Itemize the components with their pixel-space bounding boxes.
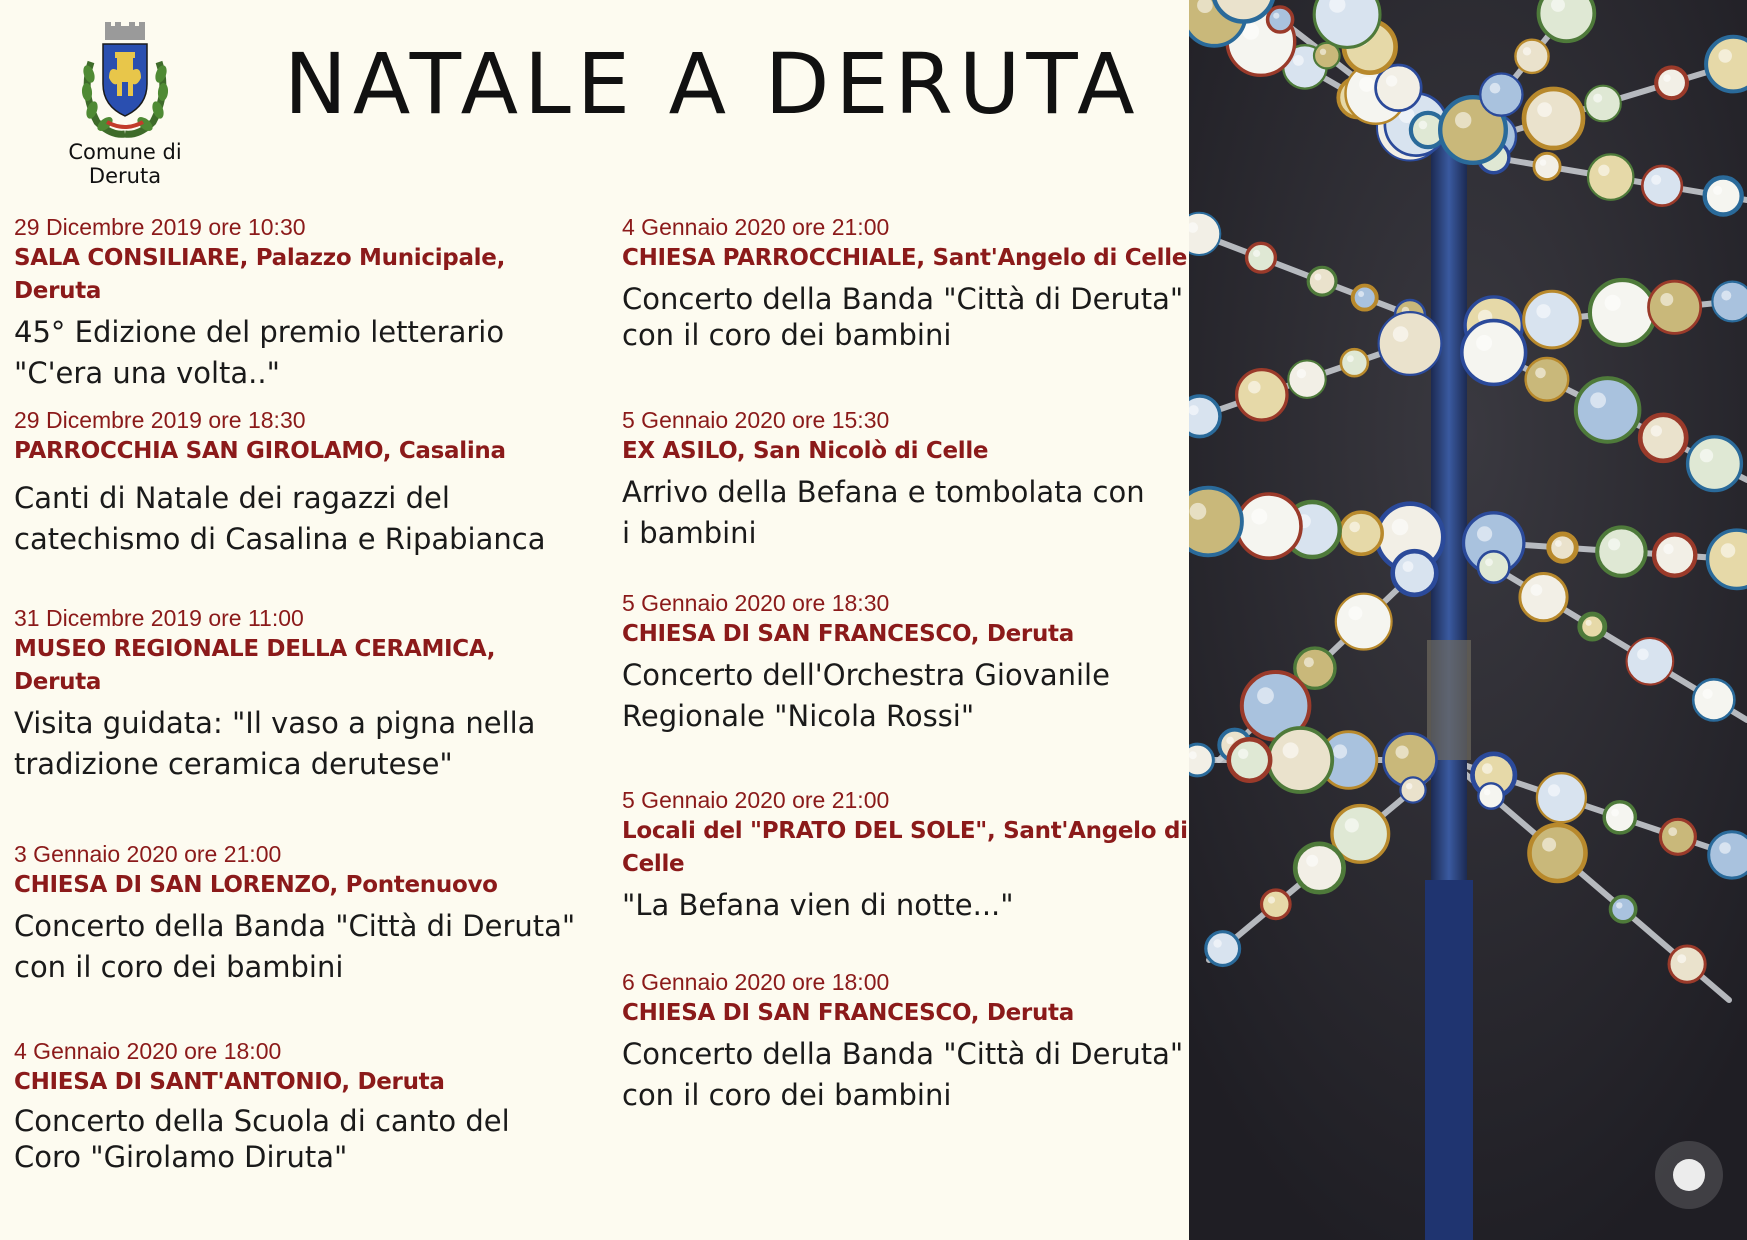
bauble-highlight bbox=[1651, 175, 1661, 185]
event-item bbox=[622, 405, 1197, 554]
bauble-highlight bbox=[1396, 746, 1409, 759]
bauble-highlight bbox=[1359, 77, 1374, 92]
bauble-highlight bbox=[1349, 522, 1360, 533]
event-description bbox=[14, 906, 589, 988]
event-place: CHIESA DI SANT'ANTONIO, Deruta bbox=[14, 1069, 445, 1095]
bauble-highlight bbox=[1393, 326, 1409, 342]
bauble-highlight bbox=[1713, 186, 1722, 195]
event-description bbox=[622, 472, 1197, 554]
event-description-line: con il coro dei bambini bbox=[622, 1078, 952, 1112]
event-item bbox=[14, 1036, 589, 1175]
event-description-line: Concerto dell'Orchestra Giovanile bbox=[622, 658, 1110, 692]
ceramic-bauble bbox=[1539, 0, 1595, 41]
bauble-highlight bbox=[1251, 509, 1267, 525]
bauble-highlight bbox=[1616, 902, 1622, 908]
ceramic-bauble bbox=[1308, 267, 1336, 295]
comune-label: Comune di Deruta bbox=[68, 140, 182, 188]
bauble-highlight bbox=[1608, 538, 1620, 550]
ceramic-bauble bbox=[1585, 86, 1621, 122]
bauble-highlight bbox=[1586, 620, 1592, 626]
ceramic-bauble bbox=[1590, 280, 1655, 345]
event-description-line: 45° Edizione del premio letterario bbox=[14, 315, 505, 349]
event-description bbox=[14, 312, 589, 394]
bauble-highlight bbox=[1386, 75, 1397, 86]
event-description-line: con il coro dei bambini bbox=[14, 950, 344, 984]
event-description-line: Canti di Natale dei ragazzi del bbox=[14, 481, 450, 515]
ceramic-bauble bbox=[1189, 488, 1242, 556]
bauble-highlight bbox=[1718, 49, 1732, 63]
ceramic-bauble bbox=[1400, 777, 1425, 802]
bauble-highlight bbox=[1248, 381, 1261, 394]
event-description-line: tradizione ceramica derutese" bbox=[14, 747, 453, 781]
bauble-highlight bbox=[1542, 838, 1556, 852]
event-place: CHIESA PARROCCHIALE, Sant'Angelo di Celle bbox=[622, 245, 1188, 271]
event-place-continued: Deruta bbox=[14, 669, 102, 695]
event-date: 5 Gennaio 2020 ore 15:30 bbox=[622, 407, 890, 433]
event-description-line: Regionale "Nicola Rossi" bbox=[622, 699, 975, 733]
event-description bbox=[622, 655, 1197, 737]
ceramic-bauble bbox=[1580, 614, 1605, 639]
bauble-highlight bbox=[1663, 74, 1671, 82]
event-place: CHIESA DI SAN FRANCESCO, Deruta bbox=[622, 1000, 1074, 1026]
bauble-highlight bbox=[1238, 749, 1248, 759]
ceramic-bauble bbox=[1229, 739, 1270, 780]
event-place: PARROCCHIA SAN GIROLAMO, Casalina bbox=[14, 438, 506, 464]
bauble-highlight bbox=[1213, 939, 1221, 947]
ceramic-bauble bbox=[1611, 897, 1636, 922]
ceramic-bauble bbox=[1237, 370, 1287, 420]
bauble-highlight bbox=[1611, 809, 1619, 817]
bauble-highlight bbox=[1535, 368, 1546, 379]
event-description-line: i bambini bbox=[622, 516, 757, 550]
bauble-highlight bbox=[1283, 742, 1299, 758]
event-place: CHIESA DI SAN FRANCESCO, Deruta bbox=[622, 621, 1074, 647]
event-description-line: Arrivo della Befana e tombolata con bbox=[622, 475, 1145, 509]
ceramic-bauble bbox=[1268, 7, 1293, 32]
event-date: 31 Dicembre 2019 ore 11:00 bbox=[14, 605, 304, 631]
ceramic-bauble bbox=[1709, 832, 1747, 878]
event-item bbox=[14, 405, 589, 560]
ceramic-bauble bbox=[1534, 153, 1560, 179]
ceramic-bauble bbox=[1462, 321, 1526, 385]
event-date: 29 Dicembre 2019 ore 18:30 bbox=[14, 407, 306, 433]
bauble-highlight bbox=[1721, 291, 1731, 301]
ceramic-tree-illustration bbox=[1189, 0, 1747, 1240]
event-description-line: Visita guidata: "Il vaso a pigna nella bbox=[14, 706, 536, 740]
tree-pole-base bbox=[1425, 880, 1473, 1240]
ceramic-bauble bbox=[1537, 773, 1586, 822]
bauble-highlight bbox=[1537, 102, 1552, 117]
event-item bbox=[622, 967, 1197, 1116]
ceramic-bauble bbox=[1478, 551, 1509, 582]
ceramic-bauble bbox=[1393, 551, 1437, 595]
bauble-highlight bbox=[1536, 304, 1550, 318]
event-place: MUSEO REGIONALE DELLA CERAMICA, bbox=[14, 636, 496, 662]
bauble-highlight bbox=[1555, 540, 1562, 547]
ceramic-bauble bbox=[1604, 802, 1635, 833]
bauble-highlight bbox=[1531, 584, 1543, 596]
ceramic-bauble bbox=[1189, 396, 1220, 437]
ceramic-bauble bbox=[1379, 312, 1442, 375]
event-item bbox=[14, 603, 589, 785]
ceramic-bauble bbox=[1515, 40, 1548, 73]
event-item bbox=[14, 212, 589, 394]
event-item bbox=[14, 839, 589, 988]
ceramic-bauble bbox=[1341, 349, 1368, 376]
ceramic-bauble bbox=[1206, 932, 1240, 966]
event-item bbox=[622, 588, 1197, 737]
bauble-highlight bbox=[1719, 842, 1731, 854]
event-description-line: Concerto della Banda "Città di Deruta" bbox=[622, 1037, 1184, 1071]
ceramic-bauble bbox=[1353, 286, 1377, 310]
event-date: 29 Dicembre 2019 ore 10:30 bbox=[14, 214, 306, 240]
bauble-highlight bbox=[1419, 121, 1428, 130]
ceramic-bauble bbox=[1480, 74, 1522, 116]
municipal-crest-icon bbox=[77, 22, 173, 140]
bauble-highlight bbox=[1314, 274, 1321, 281]
bauble-highlight bbox=[1523, 47, 1531, 55]
bauble-highlight bbox=[1345, 818, 1359, 832]
event-description-line: con il coro dei bambini bbox=[622, 318, 952, 352]
event-description bbox=[622, 281, 1197, 353]
page-title: NATALE A DERUTA bbox=[284, 35, 1141, 133]
event-description bbox=[622, 885, 1197, 926]
ceramic-bauble bbox=[1524, 291, 1581, 348]
bauble-highlight bbox=[1540, 159, 1547, 166]
event-item bbox=[622, 785, 1197, 926]
ceramic-bauble bbox=[1336, 594, 1392, 650]
bauble-highlight bbox=[1668, 827, 1677, 836]
bauble-highlight bbox=[1660, 293, 1673, 306]
bauble-highlight bbox=[1593, 94, 1602, 103]
ceramic-christmas-tree-photo bbox=[1189, 0, 1747, 1240]
event-place: EX ASILO, San Nicolò di Celle bbox=[622, 438, 989, 464]
bauble-highlight bbox=[1190, 503, 1207, 520]
ceramic-bauble bbox=[1268, 728, 1332, 792]
bauble-highlight bbox=[1189, 751, 1197, 759]
ceramic-bauble bbox=[1526, 358, 1569, 401]
bauble-highlight bbox=[1590, 392, 1606, 408]
ceramic-bauble bbox=[1262, 890, 1291, 919]
ceramic-bauble bbox=[1295, 844, 1343, 892]
ceramic-bauble bbox=[1642, 166, 1682, 206]
ceramic-bauble bbox=[1549, 534, 1576, 561]
bauble-highlight bbox=[1605, 295, 1621, 311]
ceramic-bauble bbox=[1627, 638, 1674, 685]
event-date: 5 Gennaio 2020 ore 21:00 bbox=[622, 787, 890, 813]
ceramic-bauble bbox=[1688, 437, 1742, 491]
event-description-line: Concerto della Banda "Città di Deruta" bbox=[622, 282, 1184, 316]
event-description bbox=[14, 703, 589, 785]
bauble-highlight bbox=[1598, 165, 1609, 176]
bauble-highlight bbox=[1403, 561, 1414, 572]
event-description-line: "C'era una volta.." bbox=[14, 356, 280, 390]
event-date: 6 Gennaio 2020 ore 18:00 bbox=[622, 969, 890, 995]
street-lamp-glow bbox=[1655, 1141, 1723, 1209]
bauble-highlight bbox=[1677, 954, 1686, 963]
ceramic-bauble bbox=[1660, 819, 1695, 854]
ceramic-bauble bbox=[1693, 679, 1734, 720]
ceramic-bauble bbox=[1524, 89, 1583, 148]
ceramic-bauble bbox=[1654, 535, 1695, 576]
bauble-highlight bbox=[1348, 606, 1362, 620]
event-description-line: Concerto della Banda "Città di Deruta" bbox=[14, 909, 576, 943]
event-description-line: catechismo di Casalina e Ripabianca bbox=[14, 522, 546, 556]
ceramic-bauble bbox=[1712, 282, 1747, 322]
bauble-highlight bbox=[1663, 544, 1673, 554]
ceramic-bauble bbox=[1597, 527, 1645, 575]
bauble-highlight bbox=[1482, 763, 1493, 774]
bauble-highlight bbox=[1455, 112, 1471, 128]
event-place: SALA CONSILIARE, Palazzo Municipale, Deruta bbox=[14, 245, 506, 304]
ceramic-bauble bbox=[1649, 281, 1701, 333]
event-place: CHIESA DI SAN LORENZO, Pontenuovo bbox=[14, 872, 498, 898]
event-description bbox=[14, 1103, 589, 1175]
bauble-highlight bbox=[1703, 689, 1713, 699]
bauble-highlight bbox=[1273, 13, 1279, 19]
bauble-highlight bbox=[1651, 425, 1662, 436]
comune-logo bbox=[30, 22, 220, 188]
event-description-line: "La Befana vien di notte..." bbox=[622, 888, 1014, 922]
bauble-highlight bbox=[1257, 687, 1274, 704]
bauble-highlight bbox=[1304, 657, 1314, 667]
bauble-highlight bbox=[1392, 519, 1409, 536]
ceramic-bauble bbox=[1340, 512, 1382, 554]
bauble-highlight bbox=[1637, 649, 1649, 661]
ceramic-bauble bbox=[1705, 178, 1742, 215]
bauble-highlight bbox=[1484, 789, 1490, 795]
ceramic-bauble bbox=[1237, 494, 1301, 558]
bauble-highlight bbox=[1548, 784, 1560, 796]
ceramic-bauble bbox=[1640, 415, 1686, 461]
event-place: Locali del "PRATO DEL SOLE", Sant'Angelo di bbox=[622, 818, 1188, 844]
event-description-line: Concerto della Scuola di canto del bbox=[14, 1104, 510, 1138]
ceramic-bauble bbox=[1189, 744, 1213, 776]
event-date: 3 Gennaio 2020 ore 21:00 bbox=[14, 841, 282, 867]
event-item bbox=[622, 212, 1197, 353]
ceramic-bauble bbox=[1288, 361, 1325, 398]
bauble-highlight bbox=[1347, 355, 1354, 362]
ceramic-bauble bbox=[1189, 213, 1220, 255]
ceramic-bauble bbox=[1478, 783, 1503, 808]
bauble-highlight bbox=[1485, 558, 1493, 566]
bauble-highlight bbox=[1490, 83, 1501, 94]
bauble-highlight bbox=[1293, 55, 1304, 66]
bauble-highlight bbox=[1476, 335, 1492, 351]
bauble-highlight bbox=[1226, 737, 1234, 745]
ceramic-bauble bbox=[1656, 67, 1687, 98]
ceramic-bauble bbox=[1706, 37, 1747, 92]
tree-pole-band bbox=[1427, 640, 1471, 760]
event-description bbox=[14, 478, 589, 560]
bauble-highlight bbox=[1358, 291, 1364, 297]
ceramic-bauble bbox=[1530, 825, 1586, 881]
event-date: 5 Gennaio 2020 ore 18:30 bbox=[622, 590, 890, 616]
event-description-line: Coro "Girolamo Diruta" bbox=[14, 1140, 348, 1174]
ceramic-bauble bbox=[1588, 154, 1633, 199]
bauble-highlight bbox=[1700, 449, 1713, 462]
event-description bbox=[622, 1034, 1197, 1116]
bauble-highlight bbox=[1721, 543, 1736, 558]
event-date: 4 Gennaio 2020 ore 21:00 bbox=[622, 214, 890, 240]
bauble-highlight bbox=[1253, 250, 1260, 257]
bauble-highlight bbox=[1306, 855, 1318, 867]
bauble-highlight bbox=[1406, 783, 1412, 789]
bauble-highlight bbox=[1477, 526, 1492, 541]
event-place-continued: Celle bbox=[622, 851, 685, 877]
ceramic-bauble bbox=[1247, 243, 1276, 272]
bauble-highlight bbox=[1297, 369, 1306, 378]
bauble-highlight bbox=[1333, 744, 1347, 758]
ceramic-bauble bbox=[1576, 378, 1640, 442]
ceramic-bauble bbox=[1520, 574, 1567, 621]
bauble-highlight bbox=[1320, 49, 1326, 55]
event-date: 4 Gennaio 2020 ore 18:00 bbox=[14, 1038, 282, 1064]
ceramic-bauble bbox=[1669, 946, 1705, 982]
bauble-highlight bbox=[1268, 896, 1275, 903]
